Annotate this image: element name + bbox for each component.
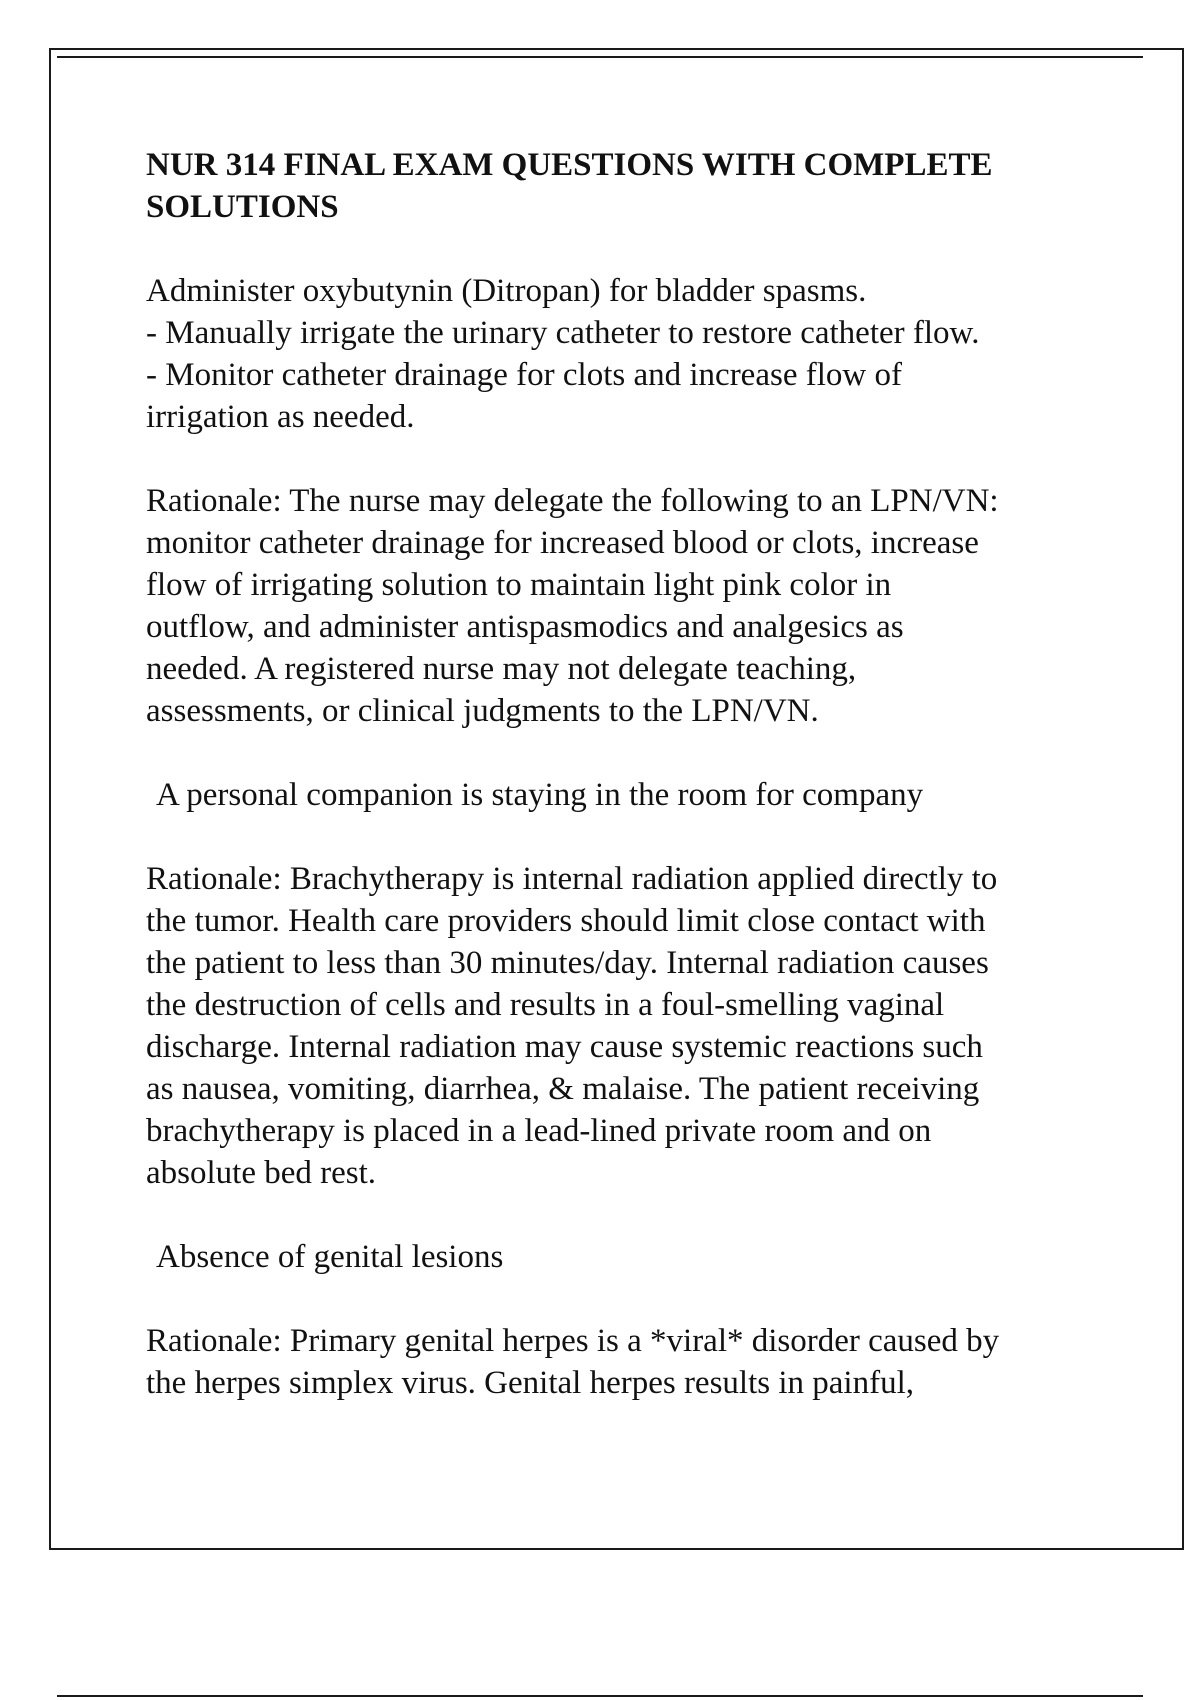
header-rule [57, 56, 1143, 58]
document-title [146, 144, 1106, 228]
title-line: SOLUTIONS [146, 189, 339, 225]
answer-paragraph [146, 1236, 1106, 1278]
answer-paragraph [146, 774, 1106, 816]
text-line: flow of irrigating solution to maintain light pink color in [146, 567, 892, 603]
title-line: NUR 314 FINAL EXAM QUESTIONS WITH COMPLETE [146, 147, 993, 183]
text-line: Administer oxybutynin (Ditropan) for bladder spasms. [146, 273, 867, 309]
text-line: monitor catheter drainage for increased blood or clots, increase [146, 525, 979, 561]
text-line: brachytherapy is placed in a lead-lined private room and on [146, 1113, 932, 1149]
footer-rule [57, 1695, 1143, 1697]
text-line: assessments, or clinical judgments to the LPN/VN. [146, 693, 819, 729]
text-line: absolute bed rest. [146, 1155, 377, 1191]
text-line: Rationale: The nurse may delegate the following to an LPN/VN: [146, 483, 999, 519]
text-line: irrigation as needed. [146, 399, 415, 435]
text-line: needed. A registered nurse may not delegate teaching, [146, 651, 857, 687]
text-line: outflow, and administer antispasmodics and analgesics as [146, 609, 904, 645]
text-line: A personal companion is staying in the room for company [156, 777, 924, 813]
rationale-paragraph [146, 480, 1106, 732]
answer-list-paragraph [146, 270, 1106, 438]
text-line: discharge. Internal radiation may cause systemic reactions such [146, 1029, 983, 1065]
text-line: Rationale: Primary genital herpes is a *viral* disorder caused by [146, 1323, 1000, 1359]
text-line: the destruction of cells and results in a foul-smelling vaginal [146, 987, 945, 1023]
text-line: Absence of genital lesions [156, 1239, 504, 1275]
text-line: as nausea, vomiting, diarrhea, & malaise. The patient receiving [146, 1071, 980, 1107]
document-body [146, 144, 1106, 1446]
text-line: the patient to less than 30 minutes/day. Internal radiation causes [146, 945, 989, 981]
rationale-paragraph [146, 1320, 1106, 1404]
text-line: the herpes simplex virus. Genital herpes results in painful, [146, 1365, 914, 1401]
text-line: - Monitor catheter drainage for clots and increase flow of [146, 357, 902, 393]
text-line: - Manually irrigate the urinary catheter to restore catheter flow. [146, 315, 980, 351]
text-line: Rationale: Brachytherapy is internal radiation applied directly to [146, 861, 998, 897]
text-line: the tumor. Health care providers should limit close contact with [146, 903, 986, 939]
rationale-paragraph [146, 858, 1106, 1194]
